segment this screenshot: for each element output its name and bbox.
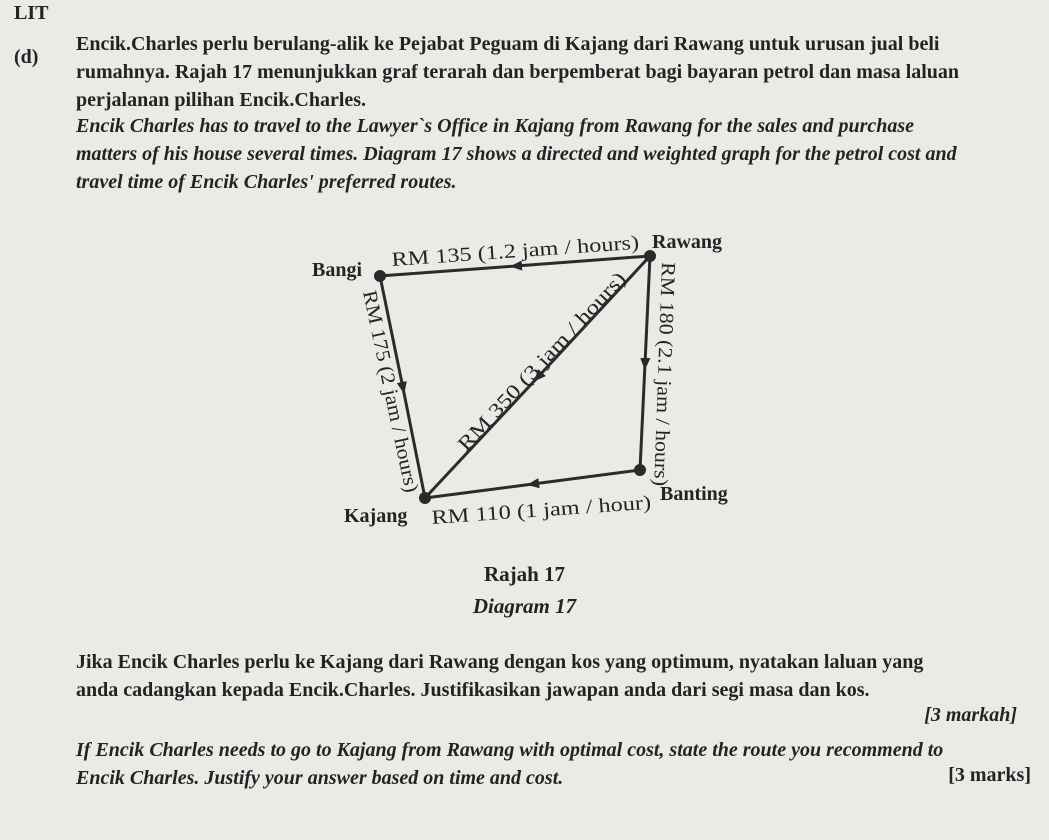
weight-rawang-kajang: RM 350 (3 jam / hours)	[453, 301, 599, 456]
question-label: (d)	[14, 46, 39, 68]
weight-banting-kajang: RM 110 (1 jam / hour)	[430, 494, 613, 529]
diagram-caption-english: Diagram 17	[472, 594, 577, 618]
label-kajang: Kajang	[344, 505, 408, 527]
task-text-malay	[76, 648, 966, 704]
weight-bangi-kajang: RM 175 (2 jam / hours)	[358, 288, 420, 479]
label-bangi: Bangi	[312, 259, 363, 281]
node-bangi	[374, 270, 386, 282]
label-rawang: Rawang	[652, 231, 723, 253]
weight-rawang-banting: RM 180 (2.1 jam / hours)	[649, 261, 679, 467]
marks-english: [3 marks]	[948, 764, 1031, 786]
task-text-english-body: If Encik Charles needs to go to Kajang from Rawang with optimal cost, state the route you recommend to Encik Charles. Justify your answer based on time and cost.	[76, 739, 944, 789]
edge-rawang-banting	[640, 256, 650, 470]
task-text-english	[76, 736, 966, 792]
diagram-caption-malay: Rajah 17	[483, 562, 566, 586]
node-kajang	[419, 492, 431, 504]
marks-malay: [3 markah]	[924, 704, 1017, 726]
label-banting: Banting	[660, 483, 728, 505]
question-text-english-body: Encik Charles has to travel to the Lawyer`s Office in Kajang from Rawang for the sales and purchase matters of his house several times. Diagram 17 shows a directed and weighted graph for the petrol cost and travel time of Encik Charles' preferred routes.	[76, 115, 957, 193]
page-header: LIT	[14, 2, 49, 24]
node-banting	[634, 464, 646, 476]
weight-rawang-bangi: RM 135 (1.2 jam / hours)	[390, 234, 597, 271]
question-text-malay-body: Encik.Charles perlu berulang-alik ke Pejabat Peguam di Kajang dari Rawang untuk urusan jual beli rumahnya. Rajah 17 menunjukkan graf terarah dan berpemberat bagi bayaran petrol dan masa laluan perjalanan pilihan Encik.Charles.	[76, 33, 960, 111]
task-text-malay-body: Jika Encik Charles perlu ke Kajang dari Rawang dengan kos yang optimum, nyatakan laluan yang anda cadangkan kepada Encik.Charles. Justifikasikan jawapan anda dari segi masa dan kos.	[76, 651, 924, 701]
